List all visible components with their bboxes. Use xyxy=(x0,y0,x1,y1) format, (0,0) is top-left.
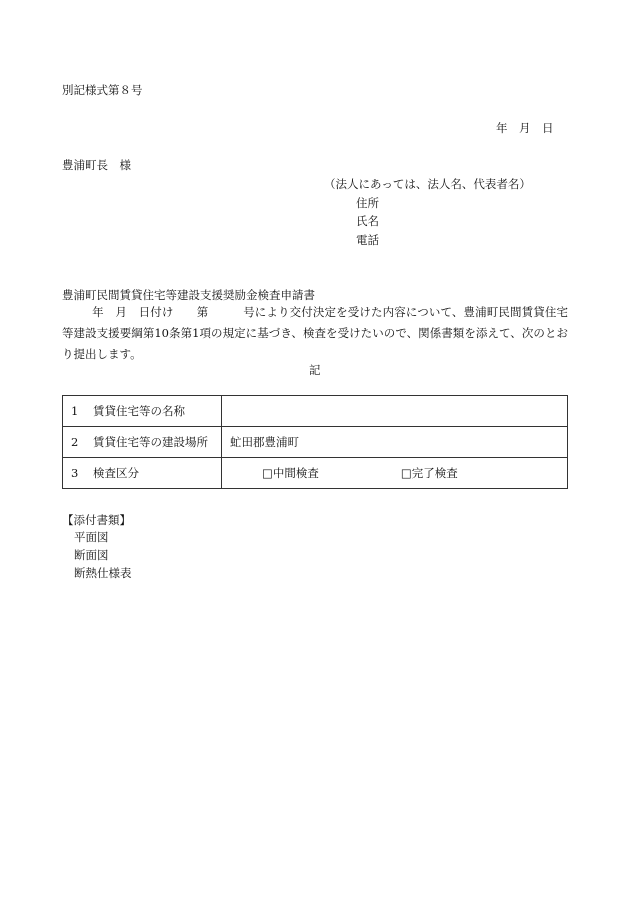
item-label: 検査区分 xyxy=(93,466,139,480)
item-label-cell xyxy=(63,458,222,489)
name-label: 氏名 xyxy=(356,214,379,228)
item-number: 1 xyxy=(71,404,79,418)
item-number: 3 xyxy=(71,466,79,480)
item-value-cell xyxy=(222,458,568,489)
phone-label: 電話 xyxy=(356,233,379,247)
attachment-item: 断面図 xyxy=(74,548,109,562)
item-label-cell xyxy=(63,396,222,427)
attachments-heading: 【添付書類】 xyxy=(62,513,131,527)
table-row xyxy=(63,396,568,427)
addressee: 豊浦町長 様 xyxy=(62,158,131,172)
document-title: 豊浦町民間賃貸住宅等建設支援奨励金検査申請書 xyxy=(62,288,315,302)
date-line: 年 月 日 xyxy=(496,121,554,135)
table-row xyxy=(63,458,568,489)
address-label: 住所 xyxy=(356,196,379,210)
completion-inspection-checkbox[interactable]: □完了検査 xyxy=(400,466,458,480)
body-text: 年 月 日付け 第 号により交付決定を受けた内容について、豊浦町民間賃貸住宅等建設支援要綱第10条第1項の規定に基づき、検査を受けたいので、関係書類を添えて、次のとおり提出します。 xyxy=(62,305,568,361)
item-number: 2 xyxy=(71,435,79,449)
item-label: 賃貸住宅等の名称 xyxy=(93,404,185,418)
item-value: 虻田郡豊浦町 xyxy=(230,435,299,449)
applicant-note: （法人にあっては、法人名、代表者名） xyxy=(324,177,531,191)
body-paragraph xyxy=(62,302,568,365)
item-value-cell[interactable] xyxy=(222,427,568,458)
ki-mark: 記 xyxy=(309,363,321,377)
item-label: 賃貸住宅等の建設場所 xyxy=(93,435,208,449)
table-row xyxy=(63,427,568,458)
items-table xyxy=(62,395,568,489)
item-value-cell[interactable] xyxy=(222,396,568,427)
attachment-item: 平面図 xyxy=(74,530,109,544)
attachment-item: 断熱仕様表 xyxy=(74,566,132,580)
interim-inspection-checkbox[interactable]: □中間検査 xyxy=(262,466,319,480)
item-label-cell xyxy=(63,427,222,458)
form-number: 別記様式第８号 xyxy=(62,83,143,97)
